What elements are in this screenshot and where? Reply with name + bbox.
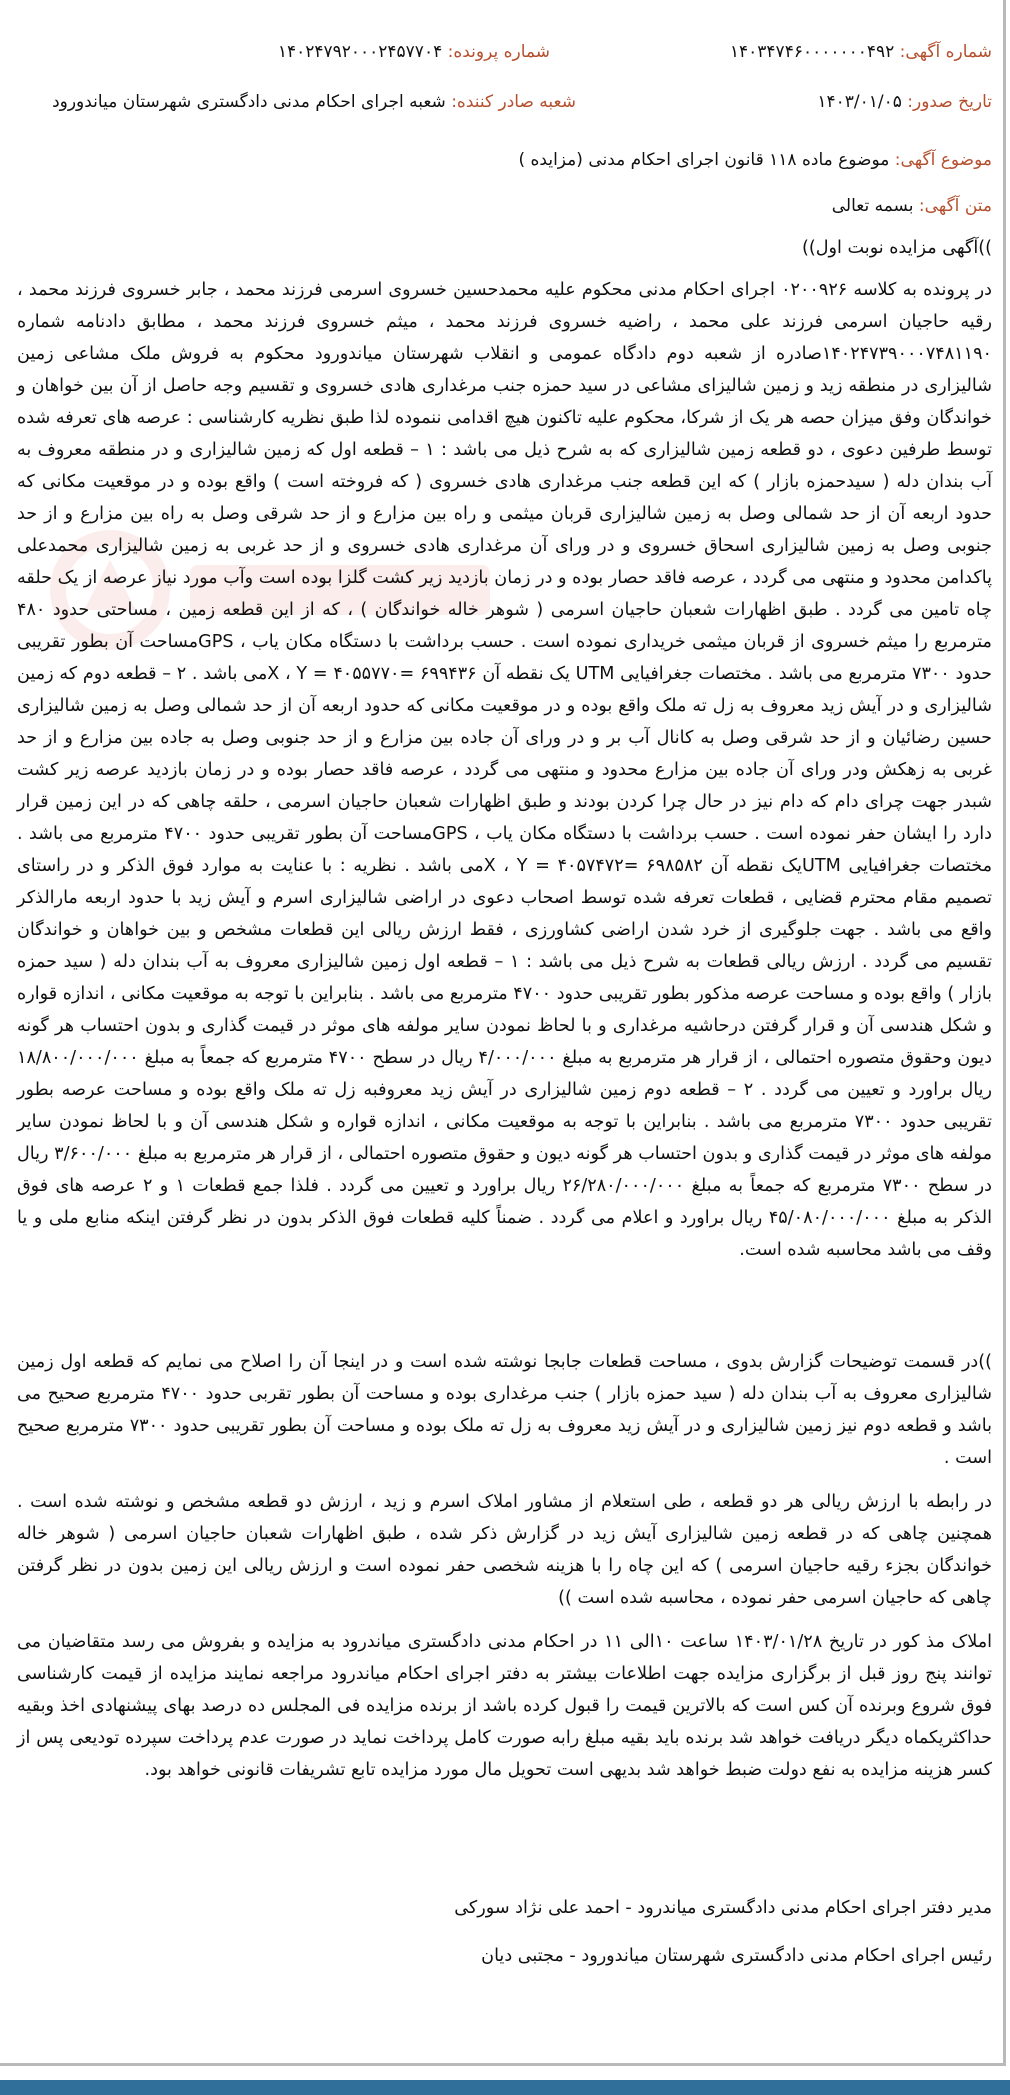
announcement-body xyxy=(17,274,992,1786)
signature-office-manager: مدیر دفتر اجرای احکام مدنی دادگستری میاندرود - احمد علی نژاد سورکی xyxy=(454,1898,992,1918)
bottom-bar xyxy=(0,2080,1010,2095)
case-number-row xyxy=(278,42,550,62)
issuer-label: شعبه صادر کننده: xyxy=(451,92,576,112)
ad-number-row xyxy=(730,42,992,62)
text-label: متن آگهی: xyxy=(918,196,992,216)
ad-number-label: شماره آگهی: xyxy=(899,42,992,62)
subject-label: موضوع آگهی: xyxy=(894,150,992,170)
subject-row xyxy=(518,150,992,170)
paragraph-correction: ))در قسمت توضیحات گزارش بدوی ، مساحت قطعات جابجا نوشته شده است و در اینجا آن را اصلاح می نمایم که قطعه اول زمین شالیزاری معروف به آب بندان دله ( سید حمزه بازار ) جنب مرغداری بوده و مساحت آن بطور تقربی حدود ۴۷۰۰ مترمربع صحیح می باشد و قطعه دوم نیز زمین شالیزاری و در آیش زید معروف به زل ته ملک بوده و مساحت آن بطور تقریبی حدود ۷۳۰۰ مترمربع صحیح است . xyxy=(17,1352,992,1468)
case-number-label: شماره پرونده: xyxy=(447,42,550,62)
paragraph-valuation-note: در رابطه با ارزش ریالی هر دو قطعه ، طی استعلام از مشاور املاک اسرم و زید ، ارزش دو قطعه مشخص و نوشته شده است . همچنین چاهی که در قطعه زمین شالیزاری آیش زید در گزارش ذکر شده ، طبق اظهارات شعبان حاجیان اسرمی ( شوهر خاله خواندگان بجزء رقیه حاجیان اسرمی ) که این چاه را با هزینه شخصی حفر نموده است و ارزش ریالی این زمین بدون در نظر گرفتن چاهی که حاجیان اسرمی حفر نموده ، محاسبه شده است )) xyxy=(17,1492,992,1608)
issue-date-label: تاریخ صدور: xyxy=(907,92,992,112)
case-number-value: ۱۴۰۲۴۷۹۲۰۰۰۲۴۵۷۷۰۴ xyxy=(277,42,443,62)
ad-number-value: ۱۴۰۳۴۷۴۶۰۰۰۰۰۰۰۴۹۲ xyxy=(729,42,895,62)
announcement-heading: ))آگهی مزایده نوبت اول)) xyxy=(802,238,992,258)
signature-head-of-enforcement: رئیس اجرای احکام مدنی دادگستری شهرستان میاندورود - مجتبی دیان xyxy=(481,1946,992,1966)
issue-date-value: ۱۴۰۳/۰۱/۰۵ xyxy=(817,92,902,112)
issue-date-row xyxy=(817,92,992,112)
issuer-row xyxy=(52,92,576,112)
text-intro: بسمه تعالی xyxy=(831,196,914,216)
subject-value: موضوع ماده ۱۱۸ قانون اجرای احکام مدنی (مزایده ) xyxy=(518,150,890,170)
paragraph-auction-terms: املاک مذ کور در تاریخ ۱۴۰۳/۰۱/۲۸ ساعت ۱۰الی ۱۱ در احکام مدنی دادگستری میاندرود به مزایده و بفروش می رسد متقاضیان می توانند پنج روز قبل از برگزاری مزایده جهت اطلاعات بیشتر به دفتر اجرای احکام میاندرود مراجعه نمایند مزایده از قیمت کارشناسی فوق شروع وبرنده آن کس است که بالاترین قیمت را قبول کرده باشد از برنده مزایده فی المجلس ده درصد بهای پیشنهادی اخذ وبقیه حداکثریکماه دیگر دریافت خواهد شد برنده باید بقیه مبلغ رابه صورت کامل پرداخت نماید در صورت عدم پرداخت سپرده تودیعی پس از کسر هزینه مزایده به نفع دولت ضبط خواهد شد بدیهی است تحویل مال مورد مزایده تابع تشریفات قانونی خواهد بود. xyxy=(17,1632,993,1780)
paragraph-expert-report: در پرونده به کلاسه ۰۲۰۰۹۲۶ اجرای احکام مدنی محکوم علیه محمدحسین خسروی اسرمی فرزند محمد ، جابر خسروی فرزند محمد ، رقیه حاجیان اسرمی فرزند علی محمد ، راضیه خسروی فرزند محمد ، میثم خسروی فرزند محمد ، مطابق دادنامه شماره ۱۴۰۲۴۷۳۹۰۰۰۷۴۸۱۱۹۰صادره از شعبه دوم دادگاه عمومی و انقلاب شهرستان میاندورود محکوم به فروش ملک مشاعی زمین شالیزاری در منطقه زید و زمین شالیزای مشاعی در سید حمزه جنب مرغداری هادی خسروی و تقسیم وجه حاصل از آن بین خواهان و خواندگان وفق میزان حصه هر یک از شرکا، محکوم علیه تاکنون هیچ اقدامی ننموده لذا طبق نظریه کارشناسی : عرصه های تعرفه شده توسط طرفین دعوی ، دو قطعه زمین شالیزاری که به شرح ذیل می باشد : ۱ – قطعه اول که زمین شالیزاری و در منطقه معروف به آب بندان دله ( سیدحمزه بازار ) که این قطعه جنب مرغداری هادی خسروی ( که فروخته است ) واقع بوده و در موقعیت مکانی که حدود اربعه آن از حد شمالی وصل به زمین شالیزاری قربان میثمی و راه بین مزارع و از حد شرقی وصل به راه بین مزارع و از حد جنوبی وصل به زمین شالیزاری اسحاق خسروی و در ورای آن مرغداری هادی خسروی و از حد غربی به زمین شالیزاری محمدعلی پاکدامن محدود و منتهی می گردد ، عرصه فاقد حصار بوده و در زمان بازدید زیر کشت گلزا بوده است وآب مورد نیاز عرصه از یک حلقه چاه تامین می گردد . طبق اظهارات شعبان حاجیان اسرمی ( شوهر خاله خواندگان ) ، که از این قطعه زمین ، مساحتی حدود ۴۸۰ مترمربع را میثم خسروی از قربان میثمی خریداری نموده است . حسب برداشت با دستگاه مکان یاب ، GPSمساحت آن بطور تقریبی حدود ۷۳۰۰ مترمربع می باشد . مختصات جغرافیایی UTM یک نقطه آن ۶۹۹۴۳۶ =X ، Y = ۴۰۵۵۷۷۰می باشد . ۲ – قطعه دوم که زمین شالیزاری و در آیش زید معروف به زل ته ملک واقع بوده و در موقعیت مکانی که حدود اربعه آن از حد شمالی وصل به زمین شالیزاری حسین رضائیان و از حد شرقی وصل به کانال آب بر و در ورای آن جاده بین مزارع و از حد جنوبی وصل به جاده بین مزارع و از حد غربی به زهکش ودر ورای آن جاده بین مزارع محدود و منتهی می گردد ، عرصه فاقد حصار بوده و در زمان بازدید عرصه زیر کشت شبدر جهت چرای دام که دام نیز در حال چرا کردن بودند و طبق اظهارات شعبان حاجیان اسرمی ، حلقه چاهی که در این زمین قرار دارد را ایشان حفر نموده است . حسب برداشت با دستگاه مکان یاب ، GPSمساحت آن بطور تقریبی حدود ۴۷۰۰ مترمربع می باشد . مختصات جغرافیایی UTMیک نقطه آن ۶۹۸۵۸۲ =X ، Y = ۴۰۵۷۴۷۲می باشد . نظریه : با عنایت به موارد فوق الذکر و در راستای تصمیم مقام محترم قضایی ، قطعات تعرفه شده توسط اصحاب دعوی در اراضی شالیزاری اسرم و آیش زید با حدود اربعه مارالذکر واقع می باشد . جهت جلوگیری از خرد شدن اراضی کشاورزی ، فقط ارزش ریالی این قطعات مشخص و بین خواهان و خواندگان تقسیم می گردد . ارزش ریالی قطعات به شرح ذیل می باشد : ۱ – قطعه اول زمین شالیزاری معروف به آب بندان دله ( سید حمزه بازار ) واقع بوده و مساحت عرصه مذکور بطور تقریبی حدود ۴۷۰۰ مترمربع می باشد . بنابراین با توجه به موقعیت مکانی ، اندازه قواره و شکل هندسی آن و قرار گرفتن درحاشیه مرغداری و با لحاظ نمودن سایر مولفه های موثر در قیمت گذاری و بدون احتساب هر گونه دیون وحقوق متصوره احتمالی ، از قرار هر مترمربع به مبلغ ۴/۰۰۰/۰۰۰ ریال در سطح ۴۷۰۰ مترمربع که جمعاً به مبلغ ۱۸/۸۰۰/۰۰۰/۰۰۰ ریال براورد و تعیین می گردد . ۲ – قطعه دوم زمین شالیزاری در آیش زید معروفبه زل ته ملک واقع بوده و مساحت عرصه بطور تقریبی حدود ۷۳۰۰ مترمربع می باشد . بنابراین با توجه به موقعیت مکانی ، اندازه قواره و شکل هندسی آن و با لحاظ نمودن سایر مولفه های موثر در قیمت گذاری و بدون احتساب هر گونه دیون و حقوق متصوره احتمالی ، از قرار هر مترمربع به مبلغ ۳/۶۰۰/۰۰۰ ریال در سطح ۷۳۰۰ مترمربع که جمعاً به مبلغ ۲۶/۲۸۰/۰۰۰/۰۰۰ ریال براورد و تعیین می گردد . فلذا جمع قطعات ۱ و ۲ عرصه های فوق الذکر به مبلغ ۴۵/۰۸۰/۰۰۰/۰۰۰ ریال براورد و اعلام می گردد . ضمناً کلیه قطعات فوق الذکر بدون در نظر گرفتن اینکه منابع ملی و یا وقف می باشد محاسبه شده است. xyxy=(17,280,993,1260)
issuer-value: شعبه اجرای احکام مدنی دادگستری شهرستان میاندورود xyxy=(52,92,446,112)
text-intro-row xyxy=(832,196,992,216)
